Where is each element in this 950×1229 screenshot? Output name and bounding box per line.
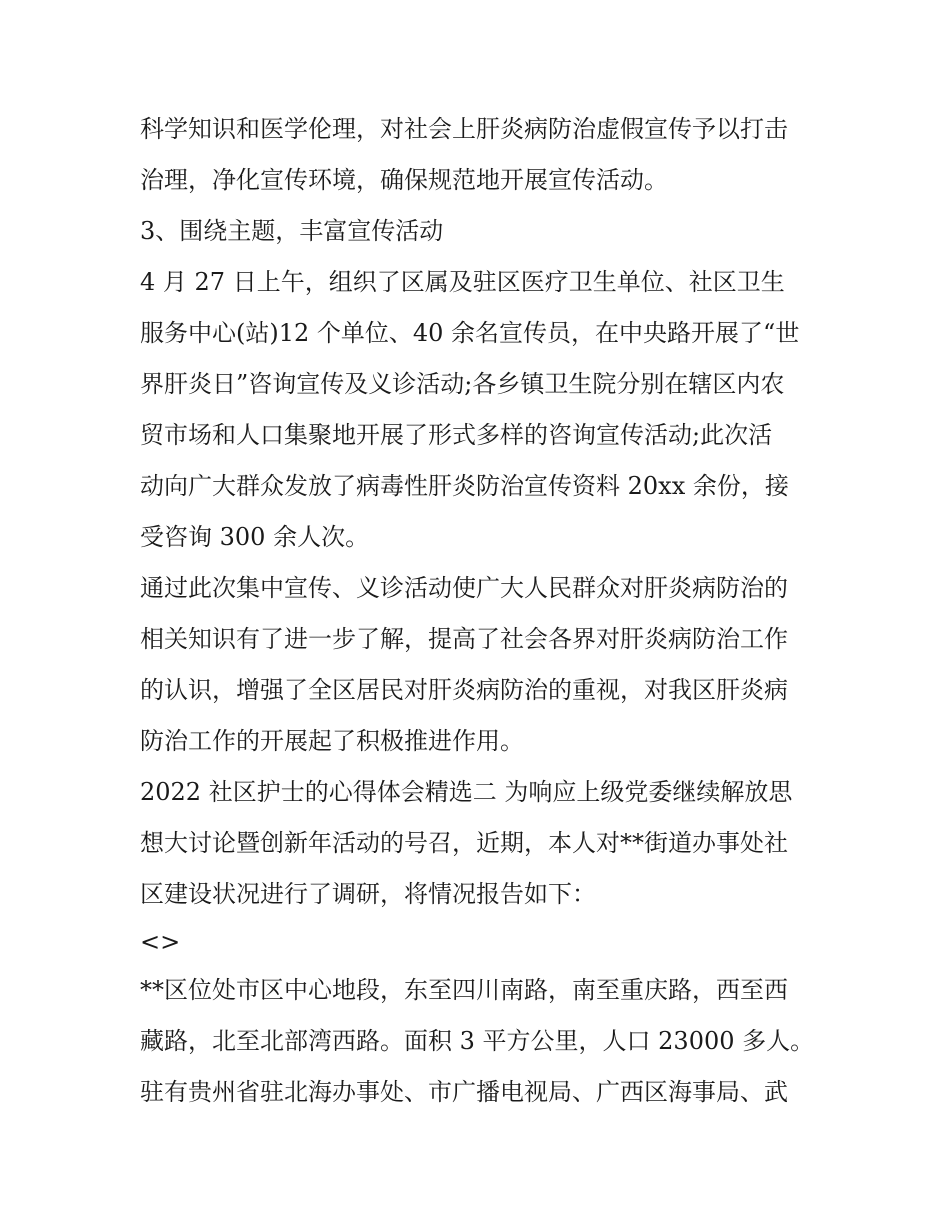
text-line: 藏路，北至北部湾西路。面积 3 平方公里，人口 23000 多人。 bbox=[140, 1027, 815, 1055]
section-heading: 3、围绕主题，丰富宣传活动 bbox=[140, 217, 444, 245]
text-line: 驻有贵州省驻北海办事处、市广播电视局、广西区海事局、武 bbox=[140, 1078, 788, 1106]
text-line: 科学知识和医学伦理，对社会上肝炎病防治虚假宣传予以打击 bbox=[140, 115, 788, 143]
text-line: 想大讨论暨创新年活动的号召，近期，本人对**街道办事处社 bbox=[140, 829, 788, 857]
document-body bbox=[140, 104, 820, 1118]
text-line: 界肝炎日”咨询宣传及义诊活动;各乡镇卫生院分别在辖区内农 bbox=[140, 370, 785, 398]
text-line: 动向广大群众发放了病毒性肝炎防治宣传资料 20xx 余份，接 bbox=[140, 472, 789, 500]
text-line: 相关知识有了进一步了解，提高了社会各界对肝炎病防治工作 bbox=[140, 625, 788, 653]
text-line: 受咨询 300 余人次。 bbox=[140, 523, 370, 551]
text-line: 服务中心(站)12 个单位、40 余名宣传员，在中央路开展了“世 bbox=[140, 319, 800, 347]
text-line: 的认识，增强了全区居民对肝炎病防治的重视，对我区肝炎病 bbox=[140, 676, 788, 704]
text-line: 区建设状况进行了调研，将情况报告如下： bbox=[140, 880, 596, 908]
text-line: 通过此次集中宣传、义诊活动使广大人民群众对肝炎病防治的 bbox=[140, 574, 788, 602]
text-line: 治理，净化宣传环境，确保规范地开展宣传活动。 bbox=[140, 166, 668, 194]
text-line: 贸市场和人口集聚地开展了形式多样的咨询宣传活动;此次活 bbox=[140, 421, 773, 449]
text-line: 防治工作的开展起了积极推进作用。 bbox=[140, 727, 524, 755]
text-line: 2022 社区护士的心得体会精选二 为响应上级党委继续解放思 bbox=[140, 778, 793, 806]
text-line: <> bbox=[140, 928, 181, 956]
text-line: **区位处市区中心地段，东至四川南路，南至重庆路，西至西 bbox=[140, 976, 788, 1004]
text-line: 4 月 27 日上午，组织了区属及驻区医疗卫生单位、社区卫生 bbox=[140, 268, 785, 296]
